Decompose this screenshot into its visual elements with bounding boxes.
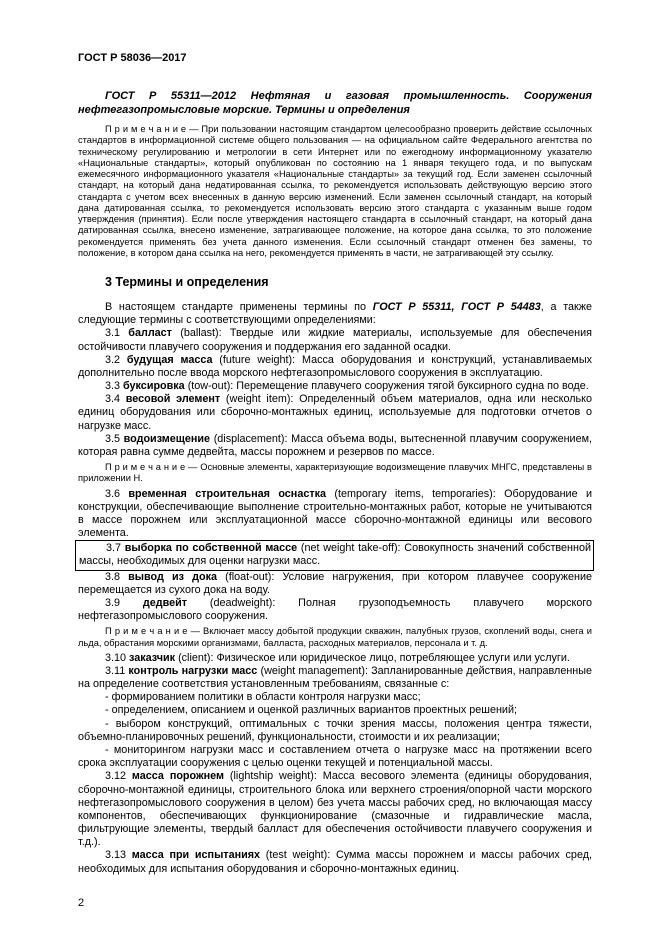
term-paragraph-3-9 (78, 597, 592, 623)
term-name: буксировка (123, 380, 185, 393)
term-definition: (client): Физическое или юридическое лицо, потребляющее услуги или услуги. (178, 651, 570, 664)
term-paragraph-3-6 (78, 488, 592, 541)
term-paragraph-3-3 (78, 380, 592, 393)
term-paragraph-3-11 (78, 665, 592, 691)
term-definition: (deadweight): Полная грузоподъемность плавучего морского нефтегазопромыслового сооружения. (78, 596, 593, 623)
term-note-3-5: П р и м е ч а н и е — Основные элементы, характеризующие водоизмещение плавучих МНГС, представлены в приложении Н. (78, 462, 592, 484)
term-definition: (lightship weight): Масса весового элемента (единицы оборудования, сборочно-монтажной единицы, строительного блока или верхнего строения/опорной части морского нефтегазопромыслового сооружения в целом) без учета массы рабочих сред, но включающая массу компонентов, обеспечивающих функционирование (смазочные и гидравлические масла, фильтрующие элементы, твердый балласт для обеспечения остойчивости плавучего сооружения и т.д.). (78, 770, 593, 849)
section-intro (78, 301, 592, 327)
term-number: 3.3 (105, 380, 121, 393)
term-definition: (weight item): Определенный объем материалов, одна или несколько единиц оборудования или сборочно-монтажных единиц, используемые для подготовки отчетов о нагрузке масс. (78, 393, 593, 432)
list-item: - мониторингом нагрузки масс и составлением отчета о нагрузке масс на протяжении всего срока эксплуатации сооружения с целью оценки текущей и потенциальной массы. (78, 743, 592, 770)
term-paragraph-3-7 (79, 542, 591, 568)
term-name: масса порожнем (131, 770, 225, 783)
term-paragraph-3-1 (78, 327, 592, 353)
term-name: балласт (128, 327, 172, 340)
term-number: 3.5 (105, 432, 121, 445)
term-name: заказчик (129, 651, 176, 664)
page-number: 2 (78, 897, 85, 909)
intro-text-pre: В настоящем стандарте применены термины по (105, 301, 373, 314)
term-number: 3.10 (105, 651, 127, 664)
document-header: ГОСТ Р 58036—2017 (78, 52, 187, 64)
referenced-standard-title: ГОСТ Р 55311—2012 Нефтяная и газовая промышленность. Сооружения нефтегазопромысловые морские. Термины и определения (78, 90, 592, 116)
term-number: 3.2 (105, 353, 121, 366)
intro-text-post: , а также следующие термины с соответствующими определениями: (78, 301, 593, 327)
list-item: - определением, описанием и оценкой различных вариантов проектных решений; (105, 704, 517, 717)
term-name: вывод из дока (128, 570, 218, 583)
term-number: 3.11 (105, 664, 126, 677)
term-paragraph-3-8 (78, 571, 592, 597)
term-paragraph-3-4 (78, 393, 592, 433)
term-name: масса при испытаниях (131, 849, 261, 862)
term-definition: (test weight): Сумма массы порожнем и массы рабочих сред, необходимых для испытания оборудования и сборочно-монтажных единиц. (78, 849, 593, 875)
term-name: контроль нагрузки масс (128, 664, 258, 677)
term-definition: (tow-out): Перемещение плавучего сооружения тягой буксирного судна по воде. (187, 380, 589, 393)
term-definition: (displacement): Масса объема воды, вытесненной плавучим сооружением, которая равна сумме дедвейта, массы порожнем и резервов по массе. (78, 432, 593, 458)
term-name: выборка по собственной массе (124, 542, 298, 555)
term-paragraph-3-10 (78, 652, 592, 665)
term-paragraph-3-2 (78, 354, 592, 380)
term-definition: (ballast): Твердые или жидкие материалы, используемые для обеспечения остойчивости плавучего сооружения и поддержания его заданной осадки. (78, 327, 592, 353)
term-name: будущая масса (126, 353, 213, 366)
term-number: 3.9 (105, 596, 121, 609)
term-note-3-9: П р и м е ч а н и е — Включает массу добытой продукции скважин, палубных грузов, скоплений воды, снега и льда, обрастания морскими организмами, балласта, расходных материалов, персонала и т. д. (78, 626, 592, 648)
term-paragraph-3-5 (78, 433, 592, 459)
term-definition: (net weight take-off): Совокупность значений собственной массы, необходимых для оценки нагрузки масс. (79, 542, 591, 568)
list-item: - формированием политики в области контроля нагрузки масс; (105, 691, 421, 704)
term-name: водоизмещение (123, 432, 211, 445)
list-item: - выбором конструкций, оптимальных с точки зрения массы, положения центра тяжести, объемно-планировочных решений, функциональности, стоимости и их реализации; (78, 717, 592, 743)
term-definition: (float-out): Условие нагружения, при котором плавучее сооружение перемещается из сухого дока на воду. (78, 570, 593, 596)
term-name: дедвейт (142, 596, 188, 609)
term-number: 3.6 (105, 487, 121, 500)
reference-note: П р и м е ч а н и е — При пользовании настоящим стандартом целесообразно проверить действие ссылочных стандартов в информационной системе общего пользования — на официальном сайте Федерального агентства по техническому регулированию и метрологии в сети Интернет или по ежегодному информационному указателю «Национальные стандарты», который опубликован по состоянию на 1 января текущего года, и по выпускам ежемесячного информационного указателя «Национальные стандарты» за текущий год. Если заменен ссылочный стандарт, на который дана недатированная ссылка, то рекомендуется использовать действующую версию этого стандарта с учетом всех внесенных в данную версию изменений. Если заменен ссылочный стандарт, на который дана датированная ссылка, то рекомендуется использовать версию этого стандарта с указанным выше годом утверждения (принятия). Если после утверждения настоящего стандарта в ссылочный стандарт, на который дана датированная ссылка, внесено изменение, затрагивающее положение, на которое дана ссылка, то это положение рекомендуется применять без учета данного изменения. Если ссылочный стандарт отменен без замены, то положение, в котором дана ссылка на него, рекомендуется применять в части, не затрагивающей эту ссылку. (78, 124, 592, 258)
term-definition: (future weight): Масса оборудования и конструкций, устанавливаемых дополнительно после ввода морского нефтегазопромыслового сооружения в эксплуатацию. (78, 353, 592, 379)
term-number: 3.4 (105, 393, 121, 406)
intro-standard-refs: ГОСТ Р 55311, ГОСТ Р 54483 (372, 301, 541, 314)
term-number: 3.1 (105, 327, 121, 340)
term-name: временная строительная оснастка (128, 487, 327, 500)
highlight-box (75, 540, 594, 570)
term-paragraph-3-13 (78, 849, 592, 875)
term-paragraph-3-12 (78, 770, 592, 849)
term-name: весовой элемент (125, 393, 221, 406)
term-number: 3.7 (106, 542, 122, 555)
term-number: 3.8 (105, 570, 121, 583)
term-number: 3.12 (105, 770, 127, 783)
term-number: 3.13 (105, 849, 127, 862)
section-heading: 3 Термины и определения (105, 275, 269, 290)
term-definition: (weight management): Запланированные действия, направленные на определение соответствия установленным требованиям, связанные с: (78, 664, 593, 691)
term-definition: (temporary items, temporaries): Оборудование и конструкции, обеспечивающие выполнение строительно-монтажных работ, которые не учитываются в массе порожнем или эксплуатационной массе сборочно-монтажной единицы или весового элемента. (78, 487, 593, 540)
